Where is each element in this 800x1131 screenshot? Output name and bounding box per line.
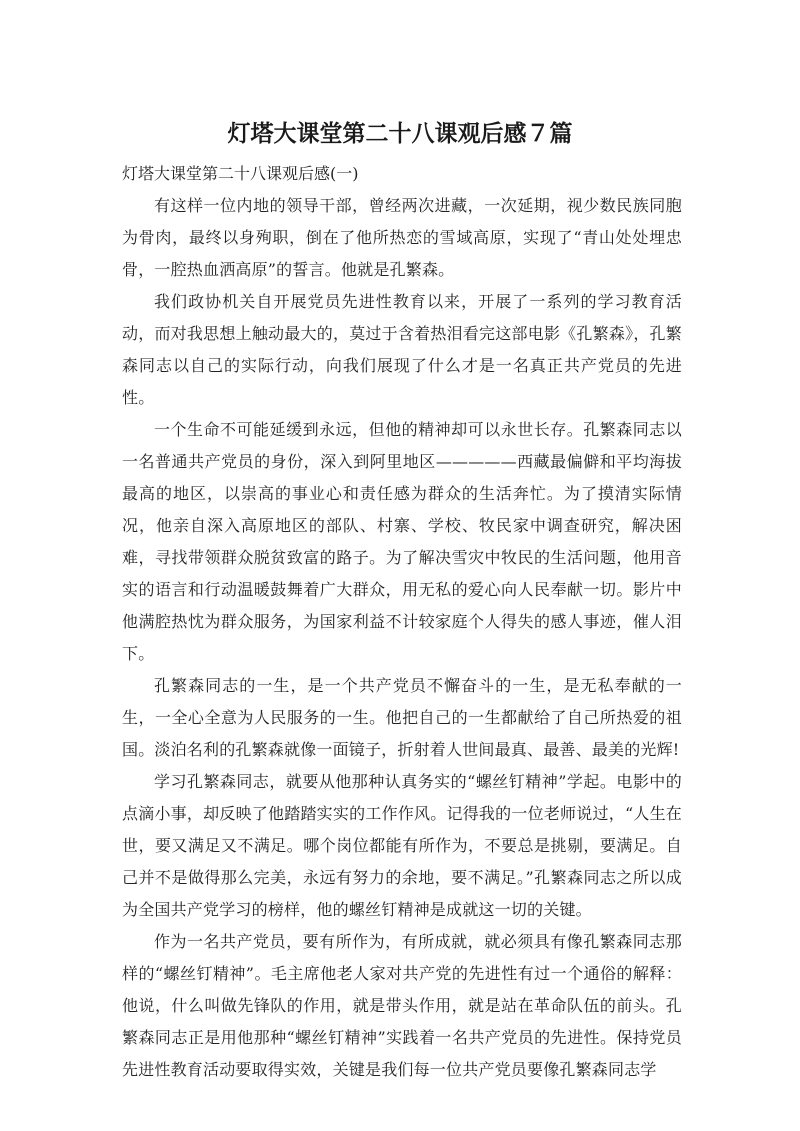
section-heading: 灯塔大课堂第二十八课观后感(一) [122,164,359,183]
paragraph-1: 有这样一位内地的领导干部，曾经两次进藏，一次延期，视少数民族同胞为骨肉，最终以身殉职，倒在了他所热恋的雪域高原，实现了“青山处处埋忠骨，一腔热血洒高原”的誓言。他就是孔繁森。 [122,196,682,279]
document-body [122,158,682,1086]
paragraph-4: 孔繁森同志的一生，是一个共产党员不懈奋斗的一生，是无私奉献的一生，一全心全意为人民服务的一生。他把自己的一生都献给了自己所热爱的祖国。淡泊名利的孔繁森就像一面镜子，折射着人世间最真、最善、最美的光辉! [122,676,682,759]
paragraph-3: 一个生命不可能延缓到永远，但他的精神却可以永世长存。孔繁森同志以一名普通共产党员的身份，深入到阿里地区—————西藏最偏僻和平均海拔最高的地区，以崇高的事业心和责任感为群众的生活奔忙。为了摸清实际情况，他亲自深入高原地区的部队、村寨、学校、牧民家中调查研究，解决困难，寻找带领群众脱贫致富的路子。为了解决雪灾中牧民的生活问题，他用音实的语言和行动温暖鼓舞着广大群众，用无私的爱心向人民奉献一切。影片中他满腔热忱为群众服务，为国家利益不计较家庭个人得失的感人事迹，催人泪下。 [122,420,682,663]
document-title: 灯塔大课堂第二十八课观后感７篇 [227,121,573,147]
paragraph-6: 作为一名共产党员，要有所作为，有所成就，就必须具有像孔繁森同志那样的“螺丝钉精神”。毛主席他老人家对共产党的先进性有过一个通俗的解释：他说，什么叫做先锋队的作用，就是带头作用，就是站在革命队伍的前头。孔繁森同志正是用他那种“螺丝钉精神”实践着一名共产党员的先进性。保持党员先进性教育活动要取得实效，关键是我们每一位共产党员要像孔繁森同志学 [122,932,682,1079]
paragraph-5: 学习孔繁森同志，就要从他那种认真务实的“螺丝钉精神”学起。电影中的点滴小事，却反映了他踏踏实实的工作作风。记得我的一位老师说过，“人生在世，要又满足又不满足。哪个岗位都能有所作为，不要总是挑剔，要满足。自己并不是做得那么完美，永远有努力的余地，要不满足。”孔繁森同志之所以成为全国共产党学习的榜样，他的螺丝钉精神是成就这一切的关键。 [122,772,682,919]
paragraph-2: 我们政协机关自开展党员先进性教育以来，开展了一系列的学习教育活动，而对我思想上触动最大的，莫过于含着热泪看完这部电影《孔繁森》，孔繁森同志以自己的实际行动，向我们展现了什么才是一名真正共产党员的先进性。 [122,292,682,407]
